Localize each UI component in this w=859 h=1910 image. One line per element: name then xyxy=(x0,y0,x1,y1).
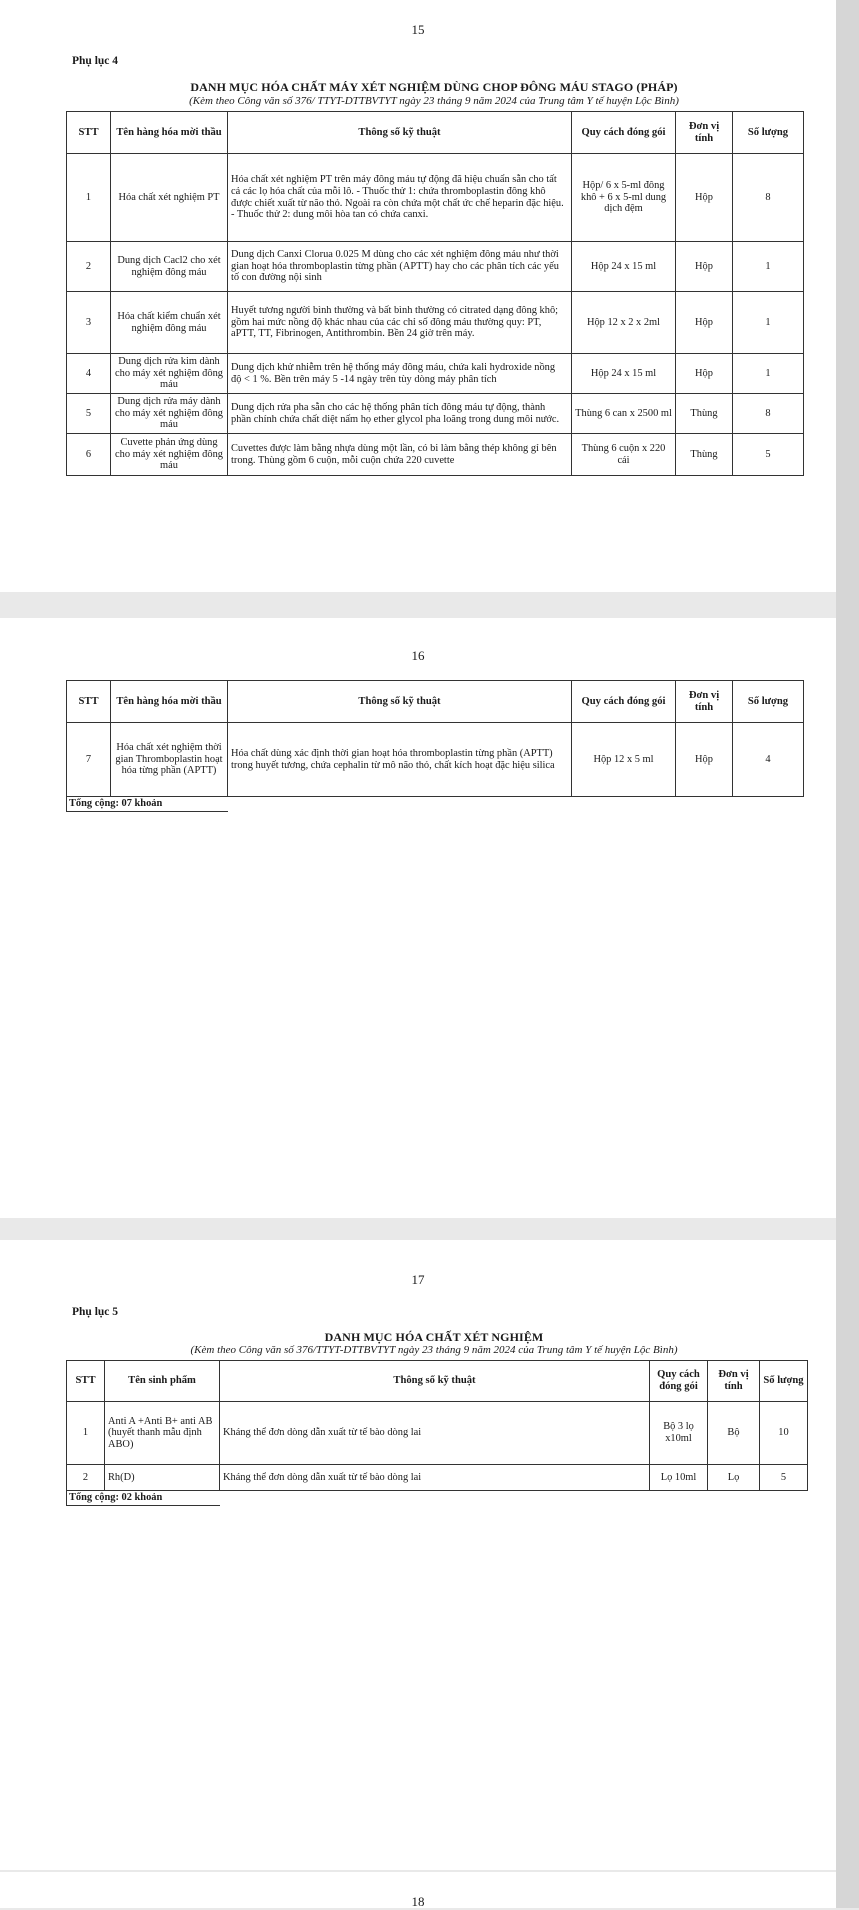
cell-stt: 1 xyxy=(67,1402,105,1465)
total-row xyxy=(67,797,804,812)
cell-pack: Lọ 10ml xyxy=(650,1465,708,1491)
page-number: 17 xyxy=(411,1272,425,1287)
cell-unit: Bộ xyxy=(708,1402,760,1465)
cell-name: Dung dịch rửa máy dành cho máy xét nghiệm đông máu xyxy=(111,394,228,434)
cell-unit: Hộp xyxy=(676,723,733,797)
cell-qty: 10 xyxy=(760,1402,808,1465)
cell-qty: 8 xyxy=(733,394,804,434)
cell-pack: Hộp/ 6 x 5-ml đông khô + 6 x 5-ml dung dịch đệm xyxy=(572,154,676,242)
cell-pack: Thùng 6 cuộn x 220 cái xyxy=(572,434,676,476)
cell-unit: Thùng xyxy=(676,394,733,434)
cell-spec: Kháng thể đơn dòng dẫn xuất từ tế bào dòng lai xyxy=(220,1402,650,1465)
document-subtitle: (Kèm theo Công văn số 376/ TTYT-DTTBVTYT ngày 23 tháng 9 năm 2024 của Trung tâm Y tế huyện Lộc Bình) xyxy=(189,95,679,107)
cell-pack: Hộp 12 x 5 ml xyxy=(572,723,676,797)
cell-unit: Hộp xyxy=(676,154,733,242)
table-row xyxy=(67,242,804,292)
cell-unit: Hộp xyxy=(676,292,733,354)
header-pack: Quy cách đóng gói xyxy=(650,1361,708,1402)
header-pack: Quy cách đóng gói xyxy=(572,112,676,154)
cell-spec: Hóa chất dùng xác định thời gian hoạt hóa thromboplastin từng phần (APTT) trong huyết tương, chứa cephalin từ mô não thỏ, chất kích hoạt đặc hiệu silica xyxy=(228,723,572,797)
document-subtitle: (Kèm theo Công văn số 376/TTYT-DTTBVTYT ngày 23 tháng 9 năm 2024 của Trung tâm Y tế huyện Lộc Bình) xyxy=(190,1344,678,1356)
cell-qty: 1 xyxy=(733,292,804,354)
cell-name: Hóa chất xét nghiệm PT xyxy=(111,154,228,242)
cell-qty: 8 xyxy=(733,154,804,242)
cell-spec: Hóa chất xét nghiệm PT trên máy đông máu tự động đã hiệu chuẩn sẵn cho tất cả các lọ hóa chất của mỗi lô. - Thuốc thử 1: chứa thromboplastin đông khô được chiết xuất từ não thỏ. Ngoài ra còn chứa một chất ức chế heparin đặc hiệu. - Thuốc thử 2: dung môi hòa tan có chứa canxi. xyxy=(228,154,572,242)
cell-qty: 5 xyxy=(760,1465,808,1491)
header-stt: STT xyxy=(67,1361,105,1402)
table-row xyxy=(67,292,804,354)
cell-spec: Dung dịch rửa pha sẵn cho các hệ thống phân tích đông máu tự động, thành phần chính chứa chất diệt nấm họ ether glycol pha loãng trong dung môi nước. xyxy=(228,394,572,434)
cell-name: Anti A +Anti B+ anti AB (huyết thanh mẫu định ABO) xyxy=(105,1402,220,1465)
appendix-4-table-continued xyxy=(66,680,804,812)
cell-qty: 4 xyxy=(733,723,804,797)
header-qty: Số lượng xyxy=(760,1361,808,1402)
document-title: DANH MỤC HÓA CHẤT XÉT NGHIỆM xyxy=(324,1330,544,1344)
cell-pack: Hộp 24 x 15 ml xyxy=(572,354,676,394)
cell-qty: 1 xyxy=(733,354,804,394)
cell-unit: Thùng xyxy=(676,434,733,476)
cell-pack: Bộ 3 lọ x10ml xyxy=(650,1402,708,1465)
cell-pack: Hộp 12 x 2 x 2ml xyxy=(572,292,676,354)
page-number: 15 xyxy=(411,22,425,37)
cell-stt: 3 xyxy=(67,292,111,354)
appendix-label: Phụ lục 4 xyxy=(72,55,119,67)
total-label: Tổng cộng: 07 khoản xyxy=(67,797,228,812)
total-row xyxy=(67,1491,808,1506)
cell-qty: 5 xyxy=(733,434,804,476)
table-row xyxy=(67,723,804,797)
header-unit: Đơn vị tính xyxy=(676,681,733,723)
table-header-row xyxy=(67,1361,808,1402)
cell-spec: Kháng thể đơn dòng dẫn xuất từ tế bào dòng lai xyxy=(220,1465,650,1491)
table-row xyxy=(67,1402,808,1465)
cell-pack: Thùng 6 can x 2500 ml xyxy=(572,394,676,434)
cell-name: Dung dịch Cacl2 cho xét nghiệm đông máu xyxy=(111,242,228,292)
cell-spec: Dung dịch Canxi Clorua 0.025 M dùng cho các xét nghiệm đông máu như thời gian hoạt hóa thromboplastin từng phần (APTT) hay cho các phân tích các yếu tố con đường nội sinh xyxy=(228,242,572,292)
header-stt: STT xyxy=(67,681,111,723)
cell-stt: 2 xyxy=(67,242,111,292)
cell-stt: 7 xyxy=(67,723,111,797)
cell-spec: Huyết tương người bình thường và bất bình thường có citrated dạng đông khô; gồm hai mức nồng độ khác nhau của các chỉ số đông máu thường quy: PT, aPTT, TT, Fibrinogen, Antithrombin. Bền 24 giờ trên máy. xyxy=(228,292,572,354)
header-name: Tên hàng hóa mời thầu xyxy=(111,112,228,154)
cell-stt: 2 xyxy=(67,1465,105,1491)
cell-name: Hóa chất kiểm chuẩn xét nghiệm đông máu xyxy=(111,292,228,354)
document-page-17 xyxy=(0,1240,836,1870)
appendix-4-table xyxy=(66,111,804,476)
header-qty: Số lượng xyxy=(733,681,804,723)
document-page-16 xyxy=(0,618,836,1218)
appendix-5-table xyxy=(66,1360,808,1506)
table-row xyxy=(67,154,804,242)
document-page-18 xyxy=(0,1872,836,1908)
header-pack: Quy cách đóng gói xyxy=(572,681,676,723)
table-header-row xyxy=(67,112,804,154)
table-row xyxy=(67,354,804,394)
table-header-row xyxy=(67,681,804,723)
header-unit: Đơn vị tính xyxy=(708,1361,760,1402)
cell-stt: 4 xyxy=(67,354,111,394)
header-name: Tên sinh phẩm xyxy=(105,1361,220,1402)
cell-stt: 6 xyxy=(67,434,111,476)
cell-unit: Hộp xyxy=(676,242,733,292)
document-title: DANH MỤC HÓA CHẤT MÁY XÉT NGHIỆM DÙNG CHOP ĐÔNG MÁU STAGO (PHÁP) xyxy=(190,80,678,94)
header-spec: Thông số kỹ thuật xyxy=(220,1361,650,1402)
cell-name: Hóa chất xét nghiệm thời gian Thromboplastin hoạt hóa từng phần (APTT) xyxy=(111,723,228,797)
header-spec: Thông số kỹ thuật xyxy=(228,681,572,723)
cell-pack: Hộp 24 x 15 ml xyxy=(572,242,676,292)
page-number: 18 xyxy=(411,1894,425,1909)
total-label: Tổng cộng: 02 khoản xyxy=(67,1491,220,1506)
scroll-gutter xyxy=(836,0,859,1908)
cell-unit: Hộp xyxy=(676,354,733,394)
header-stt: STT xyxy=(67,112,111,154)
document-page-15 xyxy=(0,0,836,592)
cell-qty: 1 xyxy=(733,242,804,292)
cell-unit: Lọ xyxy=(708,1465,760,1491)
header-unit: Đơn vị tính xyxy=(676,112,733,154)
header-qty: Số lượng xyxy=(733,112,804,154)
header-spec: Thông số kỹ thuật xyxy=(228,112,572,154)
cell-name: Dung dịch rửa kim dành cho máy xét nghiệm đông máu xyxy=(111,354,228,394)
cell-spec: Dung dịch khử nhiễm trên hệ thống máy đông máu, chứa kali hydroxide nồng độ < 1 %. Bền trên máy 5 -14 ngày trên tùy dòng máy phân tích xyxy=(228,354,572,394)
table-row xyxy=(67,434,804,476)
table-row xyxy=(67,394,804,434)
appendix-label: Phụ lục 5 xyxy=(72,1306,119,1318)
cell-name: Cuvette phản ứng dùng cho máy xét nghiệm đông máu xyxy=(111,434,228,476)
header-name: Tên hàng hóa mời thầu xyxy=(111,681,228,723)
total-row-spacer xyxy=(228,797,804,812)
cell-name: Rh(D) xyxy=(105,1465,220,1491)
cell-stt: 5 xyxy=(67,394,111,434)
page-number: 16 xyxy=(411,648,425,663)
table-row xyxy=(67,1465,808,1491)
total-row-spacer xyxy=(220,1491,808,1506)
cell-stt: 1 xyxy=(67,154,111,242)
cell-spec: Cuvettes được làm bằng nhựa dùng một lần, có bi làm bằng thép không gỉ bên trong. Thùng gồm 6 cuộn, mỗi cuộn chứa 220 cuvette xyxy=(228,434,572,476)
